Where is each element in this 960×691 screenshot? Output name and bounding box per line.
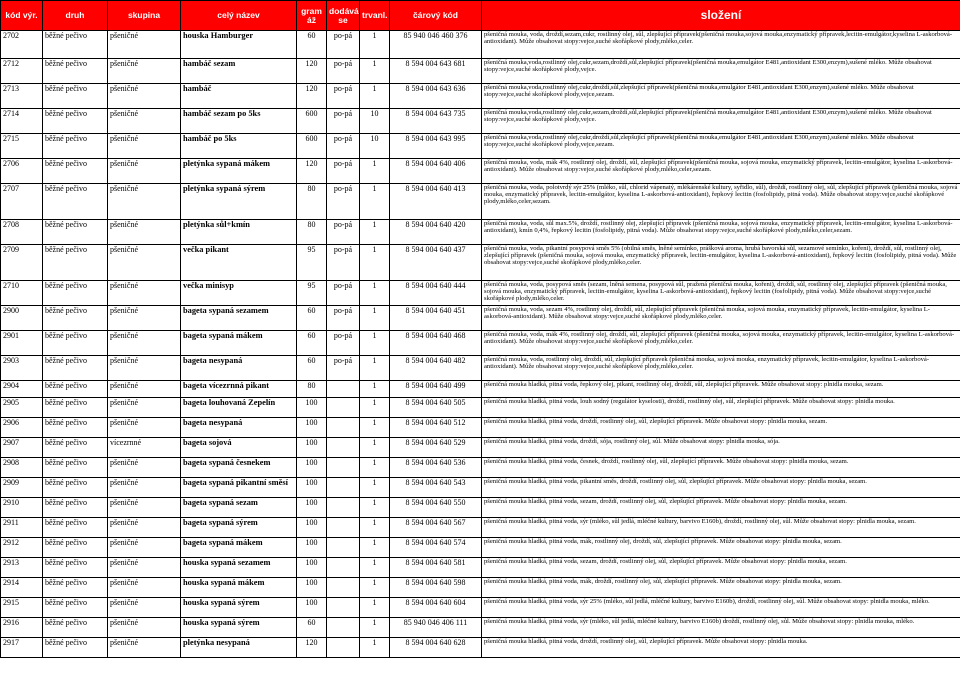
- row-trvanl: 1: [360, 245, 390, 281]
- row-druh: běžné pečivo: [43, 306, 108, 331]
- table-row: [1, 478, 960, 498]
- row-name: pletýnka sůl+kmín: [181, 220, 297, 245]
- row-code: 2713: [1, 84, 43, 109]
- row-dodava: [327, 538, 360, 558]
- row-skupina: pšeničné: [108, 381, 181, 398]
- row-druh: běžné pečivo: [43, 331, 108, 356]
- table-row: [1, 638, 960, 658]
- row-druh: běžné pečivo: [43, 478, 108, 498]
- row-gram: 100: [297, 398, 327, 418]
- row-ean: 8 594 004 643 681: [390, 59, 482, 84]
- row-name: hambáč sezam po 5ks: [181, 109, 297, 134]
- row-gram: 100: [297, 598, 327, 618]
- row-ean: 8 594 004 640 512: [390, 418, 482, 438]
- table-row: [1, 498, 960, 518]
- row-name: hambáč: [181, 84, 297, 109]
- row-ean: 8 594 004 643 636: [390, 84, 482, 109]
- table-row: [1, 281, 960, 306]
- row-skupina: pšeničné: [108, 84, 181, 109]
- row-gram: 100: [297, 478, 327, 498]
- table-row: [1, 245, 960, 281]
- row-druh: běžné pečivo: [43, 356, 108, 381]
- row-gram: 60: [297, 306, 327, 331]
- table-row: [1, 618, 960, 638]
- row-code: 2909: [1, 478, 43, 498]
- row-gram: 100: [297, 418, 327, 438]
- row-gram: 100: [297, 578, 327, 598]
- row-druh: běžné pečivo: [43, 458, 108, 478]
- row-code: 2903: [1, 356, 43, 381]
- row-skupina: pšeničné: [108, 418, 181, 438]
- header-code: kód výr.: [1, 1, 43, 31]
- row-skupina: pšeničné: [108, 59, 181, 84]
- row-trvanl: 1: [360, 84, 390, 109]
- row-slozeni: pšeničná mouka, voda, mák 4%, rostlinný olej, droždí, sůl, zlepšující přípravek (pšeničná mouka, sojová mouka, enzymatický přípravek, lecitin-emulgátor, kyselina L-askorbová-antioxidant). Může obsahovat stopy:vejce,suché skořápkové plody,mléko,celer.: [482, 331, 960, 356]
- row-slozeni: pšeničná mouka,voda,rostlinný olej,cukr,sezam,droždí,sůl,zlepšující přípravek(pšeničná mouka,emulgátor E481,antioxidant E300,enzym),sušené mléko. Může obsahovat stopy:vejce,suché skořápkové plody,vejce.: [482, 109, 960, 134]
- row-skupina: pšeničné: [108, 638, 181, 658]
- row-code: 2916: [1, 618, 43, 638]
- row-code: 2907: [1, 438, 43, 458]
- table-row: [1, 398, 960, 418]
- row-gram: 80: [297, 220, 327, 245]
- row-name: pletýnka sypaná mákem: [181, 159, 297, 184]
- row-druh: běžné pečivo: [43, 31, 108, 59]
- header-ean: čárový kód: [390, 1, 482, 31]
- row-code: 2911: [1, 518, 43, 538]
- row-skupina: pšeničné: [108, 31, 181, 59]
- row-dodava: [327, 558, 360, 578]
- table-row: [1, 558, 960, 578]
- table-row: [1, 134, 960, 159]
- row-dodava: [327, 478, 360, 498]
- row-code: 2917: [1, 638, 43, 658]
- row-skupina: pšeničné: [108, 245, 181, 281]
- row-skupina: pšeničné: [108, 184, 181, 220]
- row-skupina: pšeničné: [108, 398, 181, 418]
- row-ean: 8 594 004 640 543: [390, 478, 482, 498]
- table-row: [1, 538, 960, 558]
- row-dodava: po-pá: [327, 184, 360, 220]
- row-slozeni: pšeničná mouka hladká, pitná voda, řepkový olej, pikant, rostlinný olej, droždí, sůl, zlepšující přípravek. Může obsahovat stopy: plnidla mouka, sezam.: [482, 381, 960, 398]
- row-ean: 8 594 004 640 567: [390, 518, 482, 538]
- table-body: [1, 31, 960, 658]
- row-slozeni: pšeničná mouka, voda, pikantní posypová směs 5% (obilná směs, lněné semínko, prášková aroma, hrubá bavorská sůl, sezamové semínko, kořeni), droždí, sůl, rostlinný olej, zlepšující přípravek (pšeničná mouka, sojová mouka, enzymatický přípravek, lecitin-emulgátor, kyselina L-askorbová-antioxidant), řepkový lecitin (fosfolipidy, pitná voda). Může obsahovat stopy:vejce,suché skořápkové plody,mléko,celer.: [482, 245, 960, 281]
- row-name: houska sypaná sýrem: [181, 618, 297, 638]
- table-row: [1, 598, 960, 618]
- row-ean: 8 594 004 640 598: [390, 578, 482, 598]
- row-ean: 8 594 004 640 420: [390, 220, 482, 245]
- row-druh: běžné pečivo: [43, 109, 108, 134]
- row-ean: 8 594 004 640 529: [390, 438, 482, 458]
- row-slozeni: pšeničná mouka,voda,rostlinný olej,cukr,droždí,sůl,zlepšující přípravek(pšeničná mouka,emulgátor E481,antioxidant E300,enzym),sušené mléko. Může obsahovat stopy:vejce,suché skořápkové plody,vejce,sezam.: [482, 84, 960, 109]
- row-name: večka minisyp: [181, 281, 297, 306]
- row-slozeni: pšeničná mouka, voda, sezam 4%, rostlinný olej, droždí, sůl, zlepšující přípravek (pšeničná mouka, sojová mouka, enzymatický přípravek, lecitin-emulgátor, kyselina L-askorbová-antioxidant). Může obsahovat stopy:vejce,suché skořápkové plody,mléko,celer.: [482, 306, 960, 331]
- row-druh: běžné pečivo: [43, 381, 108, 398]
- row-skupina: pšeničné: [108, 498, 181, 518]
- row-slozeni: pšeničná mouka hladká, pitná voda, pikantní směs, droždí, rostlinný olej, sůl, zlepšující přípravek. Může obsahovat stopy: plnidla mouka, sezam.: [482, 478, 960, 498]
- row-skupina: pšeničné: [108, 159, 181, 184]
- row-ean: 8 594 004 640 468: [390, 331, 482, 356]
- row-slozeni: pšeničná mouka hladká, pitná voda, sezam, droždí, rostlinný olej, sůl, zlepšující přípravek. Může obsahovat stopy: plnidla mouka, sezam.: [482, 498, 960, 518]
- row-trvanl: 1: [360, 159, 390, 184]
- table-row: [1, 184, 960, 220]
- table-row: [1, 438, 960, 458]
- row-dodava: po-pá: [327, 59, 360, 84]
- row-trvanl: 1: [360, 381, 390, 398]
- table-row: [1, 458, 960, 478]
- row-skupina: pšeničné: [108, 538, 181, 558]
- table-row: [1, 356, 960, 381]
- row-druh: běžné pečivo: [43, 618, 108, 638]
- row-gram: 120: [297, 59, 327, 84]
- row-trvanl: 1: [360, 538, 390, 558]
- row-dodava: po-pá: [327, 84, 360, 109]
- row-skupina: pšeničné: [108, 518, 181, 538]
- row-name: houska sypaná sýrem: [181, 598, 297, 618]
- table-row: [1, 578, 960, 598]
- row-dodava: po-pá: [327, 220, 360, 245]
- row-trvanl: 1: [360, 478, 390, 498]
- row-druh: běžné pečivo: [43, 159, 108, 184]
- row-dodava: po-pá: [327, 306, 360, 331]
- row-ean: 8 594 004 640 574: [390, 538, 482, 558]
- row-gram: 100: [297, 558, 327, 578]
- row-dodava: [327, 618, 360, 638]
- row-code: 2710: [1, 281, 43, 306]
- row-code: 2913: [1, 558, 43, 578]
- row-druh: běžné pečivo: [43, 84, 108, 109]
- row-gram: 600: [297, 134, 327, 159]
- row-dodava: [327, 458, 360, 478]
- row-slozeni: pšeničná mouka hladká, pitná voda, sýr 25% (mléko, sůl jedlá, mléčné kultury, barvivo E160b), droždí, rostlinný olej, sůl. Může obsahovat stopy: plnidla mouka, mléko.: [482, 598, 960, 618]
- row-skupina: pšeničné: [108, 558, 181, 578]
- header-dodava: dodává se: [327, 1, 360, 31]
- row-ean: 8 594 004 640 406: [390, 159, 482, 184]
- row-code: 2901: [1, 331, 43, 356]
- row-dodava: [327, 638, 360, 658]
- row-name: bageta nesypaná: [181, 418, 297, 438]
- row-gram: 600: [297, 109, 327, 134]
- row-slozeni: pšeničná mouka hladká, pitná voda, droždí, sója, rostlinný olej, sůl. Může obsahovat stopy: plnidla mouka, sója.: [482, 438, 960, 458]
- row-dodava: [327, 398, 360, 418]
- row-dodava: po-pá: [327, 31, 360, 59]
- row-slozeni: pšeničná mouka, voda, rostlinný olej, droždí, sůl, zlepšující přípravek (pšeničná mouka, sojová mouka, enzymatický přípravek, lecitin-emulgátor, kyselina L-askorbová-antioxidant). Může obsahovat stopy:vejce,suché skořápkové plody,mléko,celer.: [482, 356, 960, 381]
- row-skupina: pšeničné: [108, 306, 181, 331]
- row-slozeni: pšeničná mouka hladká, pitná voda, sezam, droždí, rostlinný olej, sůl, zlepšující přípravek. Může obsahovat stopy: plnidla mouka, sezam.: [482, 558, 960, 578]
- row-gram: 100: [297, 438, 327, 458]
- row-slozeni: pšeničná mouka hladká, pitná voda, mák, droždí, rostlinný olej, sůl, zlepšující přípravek. Může obsahovat stopy: plnidla mouka, sezam.: [482, 578, 960, 598]
- row-name: bageta louhovaná Zepelín: [181, 398, 297, 418]
- row-druh: běžné pečivo: [43, 245, 108, 281]
- row-gram: 60: [297, 331, 327, 356]
- row-druh: běžné pečivo: [43, 498, 108, 518]
- row-trvanl: 1: [360, 184, 390, 220]
- row-gram: 80: [297, 381, 327, 398]
- row-ean: 8 594 004 640 505: [390, 398, 482, 418]
- row-trvanl: 1: [360, 331, 390, 356]
- row-dodava: [327, 598, 360, 618]
- table-row: [1, 159, 960, 184]
- table-row: [1, 381, 960, 398]
- row-dodava: po-pá: [327, 159, 360, 184]
- row-ean: 85 940 046 460 376: [390, 31, 482, 59]
- row-slozeni: pšeničná mouka,voda,rostlinný olej,cukr,sezam,droždí,sůl,zlepšující přípravek(pšeničná mouka,emulgátor E481,antioxidant E300,enzym),sušené mléko. Může obsahovat stopy:vejce,suché skořápkové plody,vejce.: [482, 59, 960, 84]
- row-code: 2914: [1, 578, 43, 598]
- row-druh: běžné pečivo: [43, 59, 108, 84]
- row-name: houska sypaná sezamem: [181, 558, 297, 578]
- row-skupina: pšeničné: [108, 598, 181, 618]
- row-slozeni: pšeničná mouka hladká, pitná voda, droždí, rostlinný olej, sůl, zlepšující přípravek. Může obsahovat stopy: plnidla mouka.: [482, 638, 960, 658]
- row-druh: běžné pečivo: [43, 184, 108, 220]
- row-trvanl: 1: [360, 578, 390, 598]
- row-code: 2906: [1, 418, 43, 438]
- header-trvanl: trvanl.: [360, 1, 390, 31]
- row-trvanl: 1: [360, 281, 390, 306]
- row-dodava: po-pá: [327, 134, 360, 159]
- row-skupina: pšeničné: [108, 109, 181, 134]
- row-ean: 8 594 004 640 499: [390, 381, 482, 398]
- row-skupina: vícezrnné: [108, 438, 181, 458]
- row-ean: 8 594 004 640 451: [390, 306, 482, 331]
- row-gram: 120: [297, 84, 327, 109]
- row-dodava: po-pá: [327, 356, 360, 381]
- table-row: [1, 31, 960, 59]
- header-skupina: skupina: [108, 1, 181, 31]
- row-dodava: [327, 518, 360, 538]
- row-skupina: pšeničné: [108, 458, 181, 478]
- row-dodava: [327, 381, 360, 398]
- row-dodava: [327, 438, 360, 458]
- row-slozeni: pšeničná mouka hladká, pitná voda, sýr (mléko, sůl jedlá, mléčné kultury, barvivo E160b), droždí, rostlinný olej, sůl. Může obsahovat stopy: plnidla mouka, sezam.: [482, 518, 960, 538]
- row-dodava: po-pá: [327, 245, 360, 281]
- row-name: houska sypaná mákem: [181, 578, 297, 598]
- row-trvanl: 1: [360, 220, 390, 245]
- row-slozeni: pšeničná mouka hladká, pitná voda, droždí, rostlinný olej, sůl, zlepšující přípravek. Může obsahovat stopy: plnidla mouka, sezam.: [482, 418, 960, 438]
- row-code: 2707: [1, 184, 43, 220]
- row-ean: 8 594 004 640 550: [390, 498, 482, 518]
- row-code: 2715: [1, 134, 43, 159]
- header-druh: druh: [43, 1, 108, 31]
- table-row: [1, 220, 960, 245]
- row-ean: 8 594 004 640 413: [390, 184, 482, 220]
- row-dodava: po-pá: [327, 331, 360, 356]
- row-name: pletýnka sypaná sýrem: [181, 184, 297, 220]
- table-row: [1, 418, 960, 438]
- row-dodava: [327, 498, 360, 518]
- row-ean: 8 594 004 640 581: [390, 558, 482, 578]
- row-druh: běžné pečivo: [43, 578, 108, 598]
- row-ean: 8 594 004 640 536: [390, 458, 482, 478]
- row-trvanl: 1: [360, 418, 390, 438]
- row-gram: 100: [297, 458, 327, 478]
- row-trvanl: 1: [360, 518, 390, 538]
- row-name: bageta vícezrnná pikant: [181, 381, 297, 398]
- row-druh: běžné pečivo: [43, 220, 108, 245]
- header-slozeni: složení: [482, 1, 960, 31]
- row-skupina: pšeničné: [108, 134, 181, 159]
- row-druh: běžné pečivo: [43, 134, 108, 159]
- row-trvanl: 1: [360, 638, 390, 658]
- row-name: pletýnka nesypaná: [181, 638, 297, 658]
- row-trvanl: 1: [360, 438, 390, 458]
- row-gram: 120: [297, 159, 327, 184]
- row-name: bageta sypaná mákem: [181, 538, 297, 558]
- row-druh: běžné pečivo: [43, 538, 108, 558]
- row-name: hambáč sezam: [181, 59, 297, 84]
- row-name: bageta sojová: [181, 438, 297, 458]
- row-slozeni: pšeničná mouka, voda, polotvrdý sýr 25% (mléko, sůl, chlorid vápenatý, mlékárenské kultury, syřidlo, sůl), droždí, rostlinný olej, sůl, zlepšující přípravek (pšeničná mouka, sojová mouka, enzymatický přípravek, lecitin-emulgátor, kyselina L-askorbová-antioxidant), řepkový lecitin (fosfolipidy, pitná voda). Může obsahovat stopy:vejce,suché skořápkové plody,mléko,celer,sezam.: [482, 184, 960, 220]
- row-skupina: pšeničné: [108, 331, 181, 356]
- row-skupina: pšeničné: [108, 281, 181, 306]
- row-druh: běžné pečivo: [43, 638, 108, 658]
- table-row: [1, 59, 960, 84]
- row-druh: běžné pečivo: [43, 558, 108, 578]
- row-code: 2712: [1, 59, 43, 84]
- row-code: 2708: [1, 220, 43, 245]
- row-ean: 8 594 004 643 995: [390, 134, 482, 159]
- row-gram: 60: [297, 356, 327, 381]
- row-name: bageta sypaná česnekem: [181, 458, 297, 478]
- header-name: celý název: [181, 1, 297, 31]
- row-name: bageta nesypaná: [181, 356, 297, 381]
- row-name: hambáč po 5ks: [181, 134, 297, 159]
- row-trvanl: 1: [360, 31, 390, 59]
- row-skupina: pšeničné: [108, 220, 181, 245]
- row-gram: 95: [297, 281, 327, 306]
- row-name: bageta sypaná mákem: [181, 331, 297, 356]
- row-skupina: pšeničné: [108, 356, 181, 381]
- table-row: [1, 84, 960, 109]
- row-gram: 80: [297, 184, 327, 220]
- row-gram: 60: [297, 618, 327, 638]
- row-druh: běžné pečivo: [43, 418, 108, 438]
- row-ean: 8 594 004 640 437: [390, 245, 482, 281]
- row-slozeni: pšeničná mouka hladká, pitná voda, louh sodný (regulátor kyselosti), droždí, rostlinný olej, sůl, zlepšující přípravek. Může obsahovat stopy: plnidla mouka.: [482, 398, 960, 418]
- row-gram: 100: [297, 538, 327, 558]
- row-gram: 100: [297, 498, 327, 518]
- row-druh: běžné pečivo: [43, 598, 108, 618]
- row-code: 2714: [1, 109, 43, 134]
- row-name: bageta sypaná pikantní směsí: [181, 478, 297, 498]
- row-druh: běžné pečivo: [43, 398, 108, 418]
- row-slozeni: pšeničná mouka,voda,rostlinný olej,cukr,droždí,sůl,zlepšující přípravek(pšeničná mouka,emulgátor E481,antioxidant E300,enzym),sušené mléko. Může obsahovat stopy:vejce,suché skořápkové plody,vejce,sezam.: [482, 134, 960, 159]
- row-name: bageta sypaná sezam: [181, 498, 297, 518]
- row-gram: 120: [297, 638, 327, 658]
- row-skupina: pšeničné: [108, 578, 181, 598]
- row-code: 2915: [1, 598, 43, 618]
- row-trvanl: 1: [360, 59, 390, 84]
- row-slozeni: pšeničná mouka, voda, droždí,sezam,cukr, rostlinný olej, sůl, zlepšující přípravek(pšeničná mouka,sojová mouka,enzymatický přípravek,lecitin-emulgátor,kyselina L-askorbová-antioxidant). Může obsahovat stopy:vejce,suché skořápkové plody,mléko,celer.: [482, 31, 960, 59]
- row-trvanl: 1: [360, 558, 390, 578]
- row-trvanl: 1: [360, 458, 390, 478]
- table-row: [1, 518, 960, 538]
- row-dodava: [327, 418, 360, 438]
- row-gram: 60: [297, 31, 327, 59]
- row-slozeni: pšeničná mouka hladká, pitná voda, sýr (mléko, sůl jedlá, mléčné kultury, barvivo E160b) droždí, rostlinný olej, sůl. Může obsahovat stopy: plnidla mouka, mléko.: [482, 618, 960, 638]
- table-row: [1, 331, 960, 356]
- row-druh: běžné pečivo: [43, 518, 108, 538]
- row-gram: 100: [297, 518, 327, 538]
- row-dodava: po-pá: [327, 281, 360, 306]
- row-code: 2706: [1, 159, 43, 184]
- row-ean: 8 594 004 640 482: [390, 356, 482, 381]
- row-code: 2709: [1, 245, 43, 281]
- row-slozeni: pšeničná mouka, voda, mák 4%, rostlinný olej, droždí, sůl, zlepšující přípravek(pšeničná mouka, sojová mouka, enzymatický přípravek, lecitin-emulgátor, kyselina L-askorbová-antioxidant). Může obsahovat stopy:vejce,suché skořápkové plody,mléko,celer,sezam.: [482, 159, 960, 184]
- row-trvanl: 1: [360, 598, 390, 618]
- row-trvanl: 10: [360, 134, 390, 159]
- row-skupina: pšeničné: [108, 478, 181, 498]
- row-code: 2900: [1, 306, 43, 331]
- table-row: [1, 109, 960, 134]
- row-gram: 95: [297, 245, 327, 281]
- row-druh: běžné pečivo: [43, 281, 108, 306]
- row-trvanl: 10: [360, 109, 390, 134]
- row-name: večka pikant: [181, 245, 297, 281]
- row-code: 2702: [1, 31, 43, 59]
- row-ean: 8 594 004 640 628: [390, 638, 482, 658]
- row-trvanl: 1: [360, 356, 390, 381]
- row-ean: 8 594 004 640 604: [390, 598, 482, 618]
- row-slozeni: pšeničná mouka hladká, pitná voda, česnek, droždí, rostlinný olej, sůl, zlepšující přípravek. Může obsahovat stopy: plnidla mouka, sezam.: [482, 458, 960, 478]
- row-slozeni: pšeničná mouka hladká, pitná voda, mák, rostlinný olej, droždí, sůl, zlepšující přípravek. Může obsahovat stopy: plnidla mouka, sezam.: [482, 538, 960, 558]
- header-row: [1, 1, 960, 31]
- row-slozeni: pšeničná mouka, voda, posypová směs (sezam, lněná semena, posypová sůl, pražená pšeničná mouka, kořeni), droždí, sůl, rostlinný olej, zlepšující přípravek (pšeničná mouka, sojová mouka, enzymatický přípravek, lecitin-emulgátor, kyselina L-askorbová-antioxidant), řepkový lecitin (fosfolipidy, pitná voda). Může obsahovat stopy:vejce,suché skořápkové plody,mléko,celer.: [482, 281, 960, 306]
- row-slozeni: pšeničná mouka, voda, sůl max.5%, droždí, rostlinný olej, zlepšující přípravek (pšeničná mouka, sojová mouka, enzymatický přípravek, lecitin-emulgátor, kyselina L-askorbová-antioxidant), kmín 0,4%, řepkový lecitin (fosfolipidy, pitná voda). Může obsahovat stopy:vejce,suché skořápkové plody,mléko,celer,sezam.: [482, 220, 960, 245]
- header-gram: gram áž: [297, 1, 327, 31]
- row-trvanl: 1: [360, 306, 390, 331]
- row-name: houska Hamburger: [181, 31, 297, 59]
- row-dodava: [327, 578, 360, 598]
- row-code: 2904: [1, 381, 43, 398]
- row-dodava: po-pá: [327, 109, 360, 134]
- table-row: [1, 306, 960, 331]
- row-code: 2910: [1, 498, 43, 518]
- row-trvanl: 1: [360, 618, 390, 638]
- row-name: bageta sypaná sezamem: [181, 306, 297, 331]
- row-druh: běžné pečivo: [43, 438, 108, 458]
- row-ean: 85 940 046 406 111: [390, 618, 482, 638]
- row-code: 2905: [1, 398, 43, 418]
- row-code: 2912: [1, 538, 43, 558]
- row-skupina: pšeničné: [108, 618, 181, 638]
- row-trvanl: 1: [360, 498, 390, 518]
- row-name: bageta sypaná sýrem: [181, 518, 297, 538]
- row-ean: 8 594 004 643 735: [390, 109, 482, 134]
- row-code: 2908: [1, 458, 43, 478]
- row-trvanl: 1: [360, 398, 390, 418]
- row-ean: 8 594 004 640 444: [390, 281, 482, 306]
